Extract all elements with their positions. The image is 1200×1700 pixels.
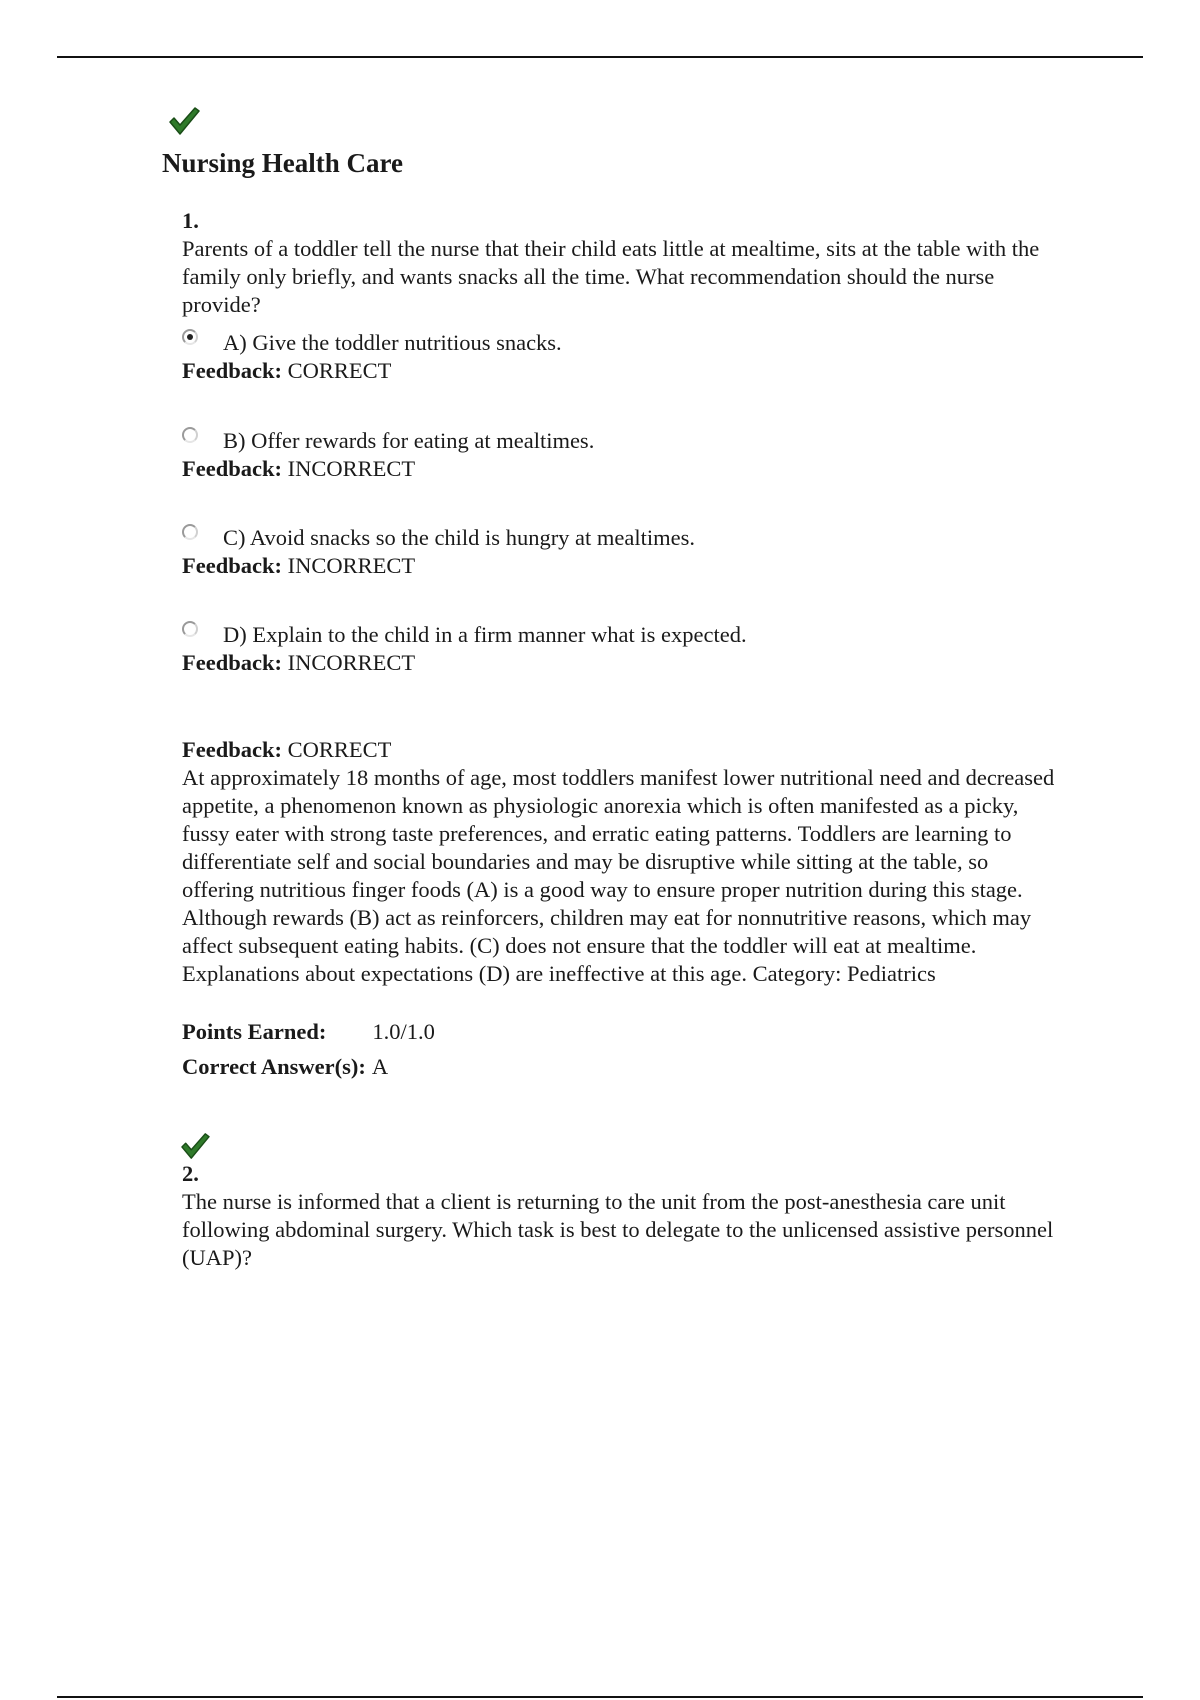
feedback-label: Feedback: (182, 358, 282, 383)
feedback-label: Feedback: (182, 737, 282, 762)
option-label: B) Offer rewards for eating at mealtimes. (223, 428, 595, 453)
radio-button[interactable] (182, 621, 198, 637)
radio-button[interactable] (182, 427, 198, 443)
option-label: C) Avoid snacks so the child is hungry at mealtimes. (223, 525, 696, 550)
feedback-label: Feedback: (182, 650, 282, 675)
option-label: A) Give the toddler nutritious snacks. (223, 330, 562, 355)
option-feedback (182, 649, 1062, 677)
overall-feedback (182, 736, 1062, 988)
points-earned (182, 1018, 1062, 1046)
feedback-value: INCORRECT (287, 456, 416, 481)
option-feedback (182, 357, 1062, 385)
feedback-label: Feedback: (182, 553, 282, 578)
option-c[interactable] (182, 524, 1062, 580)
feedback-value: INCORRECT (287, 553, 416, 578)
page-title: Nursing Health Care (162, 148, 403, 178)
top-rule (57, 56, 1143, 58)
overall-feedback-line (182, 736, 1062, 764)
bottom-rule (57, 1696, 1143, 1698)
points-label: Points Earned: (182, 1019, 327, 1044)
correct-checkmark-icon (168, 106, 200, 136)
points-value: 1.0/1.0 (372, 1019, 435, 1044)
question-text: The nurse is informed that a client is returning to the unit from the post-anesthesia care unit following abdominal surgery. Which task is best to delegate to the unlicensed assistive personnel (UAP)? (182, 1189, 1054, 1270)
correct-checkmark-icon (180, 1132, 210, 1160)
correct-answer-value: A (371, 1054, 389, 1079)
option-feedback (182, 455, 1062, 483)
question-number: 2. (182, 1161, 199, 1186)
question-number: 1. (182, 208, 199, 233)
feedback-value: INCORRECT (287, 650, 416, 675)
radio-button-selected[interactable] (182, 329, 198, 345)
option-b[interactable] (182, 427, 1062, 483)
radio-button[interactable] (182, 524, 198, 540)
question-1 (182, 207, 1062, 319)
feedback-value: CORRECT (287, 737, 392, 762)
correct-answer-label: Correct Answer(s): (182, 1054, 366, 1079)
question-2 (182, 1160, 1062, 1272)
option-d[interactable] (182, 621, 1062, 677)
feedback-label: Feedback: (182, 456, 282, 481)
rationale-text: At approximately 18 months of age, most toddlers manifest lower nutritional need and decreased appetite, a phenomenon known as physiologic anorexia which is often manifested as a picky, fussy eater with strong taste preferences, and erratic eating patterns. Toddlers are learning to differentiate self and social boundaries and may be disruptive while sitting at the table, so offering nutritious finger foods (A) is a good way to ensure proper nutrition during this stage. Although rewards (B) act as reinforcers, children may eat for nonnutritive reasons, which may affect subsequent eating habits. (C) does not ensure that the toddler will eat at mealtime. Explanations about expectations (D) are ineffective at this age. Category: Pediatrics (182, 765, 1055, 986)
feedback-value: CORRECT (287, 358, 392, 383)
question-text: Parents of a toddler tell the nurse that their child eats little at mealtime, sits at the table with the family only briefly, and wants snacks all the time. What recommendation should the nurse provide? (182, 236, 1040, 317)
option-feedback (182, 552, 1062, 580)
correct-answer (182, 1053, 1062, 1081)
option-a[interactable] (182, 329, 1062, 385)
radio-dot (187, 334, 193, 340)
option-label: D) Explain to the child in a firm manner what is expected. (223, 622, 747, 647)
